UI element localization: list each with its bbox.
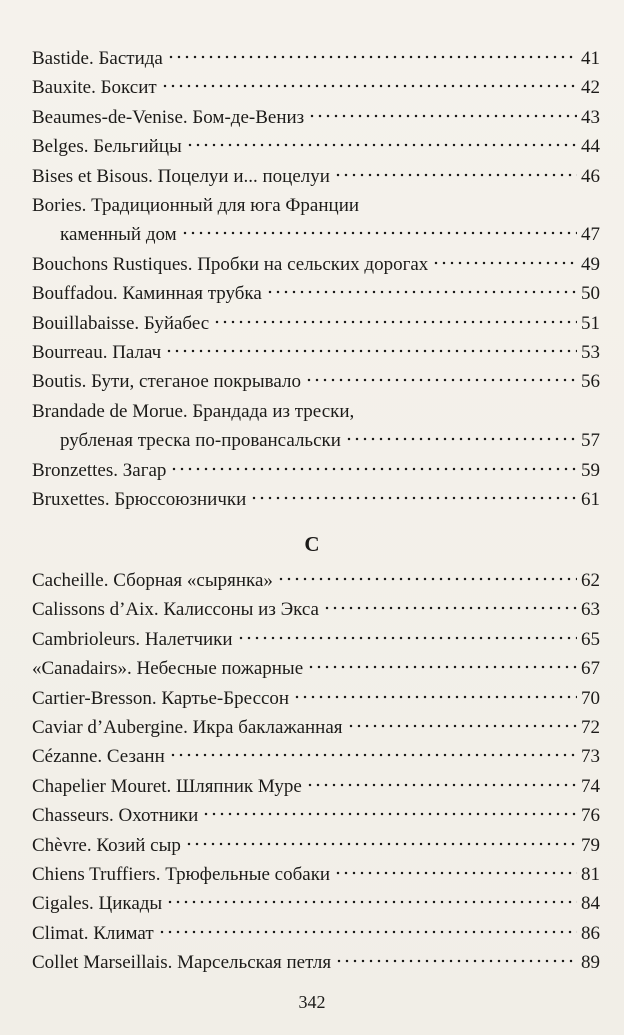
toc-entry-title: рубленая треска по-провансальски	[60, 430, 341, 452]
toc-entry-line	[32, 684, 600, 713]
toc-entry-line	[32, 367, 600, 396]
toc-entry	[32, 860, 600, 889]
toc-entry	[32, 713, 600, 742]
toc-entry-page: 86	[581, 922, 600, 944]
dot-leader	[334, 172, 577, 178]
toc-entry	[32, 801, 600, 830]
toc-entry-line	[32, 713, 600, 742]
dot-leader	[161, 83, 577, 89]
toc-entry	[32, 919, 600, 948]
toc-entry-page: 63	[581, 599, 600, 621]
toc-entry-line	[32, 485, 600, 514]
toc-entry-title: Chapelier Mouret. Шляпник Муре	[32, 775, 302, 797]
dot-leader	[213, 319, 577, 325]
toc-entry-line	[32, 742, 600, 771]
toc-entry	[32, 595, 600, 624]
toc-entry-title: Cambrioleurs. Налетчики	[32, 628, 233, 650]
toc-entry	[32, 191, 600, 250]
toc-entry-line	[32, 191, 600, 220]
toc-entry-line	[32, 250, 600, 279]
toc-entry-page: 53	[581, 342, 600, 364]
toc-entry-line	[32, 801, 600, 830]
toc-entry-line	[32, 625, 600, 654]
toc-entry-title: Boutis. Бути, стеганое покрывало	[32, 371, 301, 393]
toc-entry-page: 79	[581, 834, 600, 856]
toc-section-c	[32, 566, 600, 978]
toc-entry	[32, 250, 600, 279]
toc-entry-page: 46	[581, 165, 600, 187]
toc-entry	[32, 456, 600, 485]
toc-entry	[32, 279, 600, 308]
dot-leader	[323, 605, 577, 611]
toc-entry	[32, 684, 600, 713]
toc-entry-line	[32, 860, 600, 889]
toc-entry-title: Bouchons Rustiques. Пробки на сельских дорогах	[32, 253, 429, 275]
toc-entry-line	[32, 889, 600, 918]
toc-entry-title: Chèvre. Козий сыр	[32, 834, 181, 856]
toc-entry	[32, 948, 600, 977]
dot-leader	[305, 377, 577, 383]
toc-entry	[32, 397, 600, 456]
toc-entry-line	[32, 566, 600, 595]
toc-entry-title: Climat. Климат	[32, 922, 154, 944]
dot-leader	[185, 841, 577, 847]
toc-entry-title: Bronzettes. Загар	[32, 459, 167, 481]
dot-leader	[170, 466, 577, 472]
toc-entry-title: Beaumes-de-Venise. Бом-де-Вениз	[32, 106, 305, 128]
dot-leader	[266, 289, 577, 295]
toc-entry-line	[32, 309, 600, 338]
toc-entry-title: Belges. Бельгийцы	[32, 136, 182, 158]
toc-entry-page: 43	[581, 106, 600, 128]
toc-entry-title: Bruxettes. Брюссоюзнички	[32, 489, 247, 511]
dot-leader	[186, 142, 577, 148]
toc-entry-line	[32, 426, 600, 455]
dot-leader	[181, 230, 577, 236]
dot-leader	[334, 870, 577, 876]
toc-entry-title: Calissons d’Aix. Калиссоны из Экса	[32, 599, 319, 621]
toc-entry-title: Cartier-Bresson. Картье-Брессон	[32, 687, 290, 709]
toc-entry-title: Bouillabaisse. Буйабес	[32, 312, 210, 334]
dot-leader	[169, 752, 577, 758]
dot-leader	[335, 958, 577, 964]
toc-entry-line	[32, 44, 600, 73]
toc-entry	[32, 367, 600, 396]
toc-entry-title: Cacheille. Сборная «сырянка»	[32, 570, 273, 591]
toc-entry-line	[32, 595, 600, 624]
toc-entry-title: Chasseurs. Охотники	[32, 805, 199, 827]
toc-entry-page: 73	[581, 746, 600, 768]
toc-entry-page: 67	[581, 658, 600, 680]
dot-leader	[432, 260, 577, 266]
dot-leader	[250, 495, 577, 501]
toc-entry-line	[32, 948, 600, 977]
toc-entry-page: 56	[581, 371, 600, 393]
dot-leader	[345, 436, 577, 442]
dot-leader	[237, 635, 577, 641]
toc-entry-title: Bauxite. Боксит	[32, 77, 157, 99]
toc-entry-page: 76	[581, 805, 600, 827]
toc-entry-page: 59	[581, 459, 600, 481]
toc-entry	[32, 566, 600, 595]
toc-entry-page: 50	[581, 283, 600, 305]
toc-entry-title: Chiens Truffiers. Трюфельные собаки	[32, 864, 331, 886]
toc-entry-line	[32, 338, 600, 367]
toc-entry-page: 70	[581, 687, 600, 709]
toc-entry-title: Caviar d’Aubergine. Икра баклажанная	[32, 717, 343, 739]
toc-entry-page: 44	[581, 136, 600, 158]
toc-entry	[32, 772, 600, 801]
toc-entry	[32, 338, 600, 367]
toc-entry-page: 62	[581, 570, 600, 591]
dot-leader	[307, 664, 577, 670]
toc-entry-title: Bises et Bisous. Поцелуи и... поцелуи	[32, 165, 330, 187]
dot-leader	[277, 576, 577, 582]
toc-entry	[32, 742, 600, 771]
toc-entry	[32, 485, 600, 514]
toc-entry	[32, 831, 600, 860]
dot-leader	[308, 113, 577, 119]
toc-entry	[32, 625, 600, 654]
toc-entry-line	[32, 132, 600, 161]
toc-entry-title: Brandade de Morue. Брандада из трески,	[32, 400, 355, 422]
toc-entry-line	[32, 654, 600, 683]
toc-entry-line	[32, 831, 600, 860]
toc-entry-title: Cézanne. Сезанн	[32, 746, 165, 768]
toc-entry-page: 61	[581, 489, 600, 511]
dot-leader	[158, 929, 577, 935]
toc-entry-page: 84	[581, 893, 600, 915]
toc-entry-page: 57	[581, 430, 600, 452]
toc-entry-line	[32, 772, 600, 801]
toc-entry-title: Collet Marseillais. Марсельская петля	[32, 952, 332, 974]
dot-leader	[166, 899, 577, 905]
page-number: 342	[298, 992, 326, 1012]
toc-entry-page: 72	[581, 717, 600, 739]
dot-leader	[167, 54, 577, 60]
toc-entry-page: 51	[581, 312, 600, 334]
toc-entry	[32, 889, 600, 918]
toc-entry-title: Bories. Традиционный для юга Франции	[32, 195, 360, 217]
toc-entry	[32, 162, 600, 191]
toc-entry-page: 41	[581, 48, 600, 69]
toc-entry	[32, 73, 600, 102]
toc-entry	[32, 103, 600, 132]
toc-entry-line	[32, 397, 600, 426]
toc-entry-line	[32, 103, 600, 132]
toc-entry-page: 65	[581, 628, 600, 650]
dot-leader	[202, 811, 577, 817]
toc-entry-line	[32, 220, 600, 249]
section-heading-c: C	[304, 532, 320, 556]
toc-entry-page: 47	[581, 224, 600, 246]
toc-entry	[32, 132, 600, 161]
toc-entry-page: 81	[581, 864, 600, 886]
dot-leader	[165, 348, 577, 354]
toc-entry-page: 89	[581, 952, 600, 974]
toc-entry-line	[32, 162, 600, 191]
toc-entry-title: Bastide. Бастида	[32, 48, 163, 69]
toc-entry-line	[32, 456, 600, 485]
dot-leader	[306, 782, 577, 788]
toc-entry-line	[32, 279, 600, 308]
toc-entry-page: 74	[581, 775, 600, 797]
dot-leader	[293, 694, 577, 700]
toc-entry-line	[32, 73, 600, 102]
toc-entry-title: «Canadairs». Небесные пожарные	[32, 658, 304, 680]
toc-entry-title: Cigales. Цикады	[32, 893, 163, 915]
toc-section-b	[32, 44, 600, 515]
toc-entry-page: 42	[581, 77, 600, 99]
dot-leader	[347, 723, 577, 729]
toc-entry-page: 49	[581, 253, 600, 275]
toc-entry-title: Bourreau. Палач	[32, 342, 162, 364]
toc-entry	[32, 309, 600, 338]
toc-entry-title: каменный дом	[60, 224, 177, 246]
toc-entry	[32, 44, 600, 73]
toc-entry-line	[32, 919, 600, 948]
toc-entry-title: Bouffadou. Каминная трубка	[32, 283, 262, 305]
toc-entry	[32, 654, 600, 683]
